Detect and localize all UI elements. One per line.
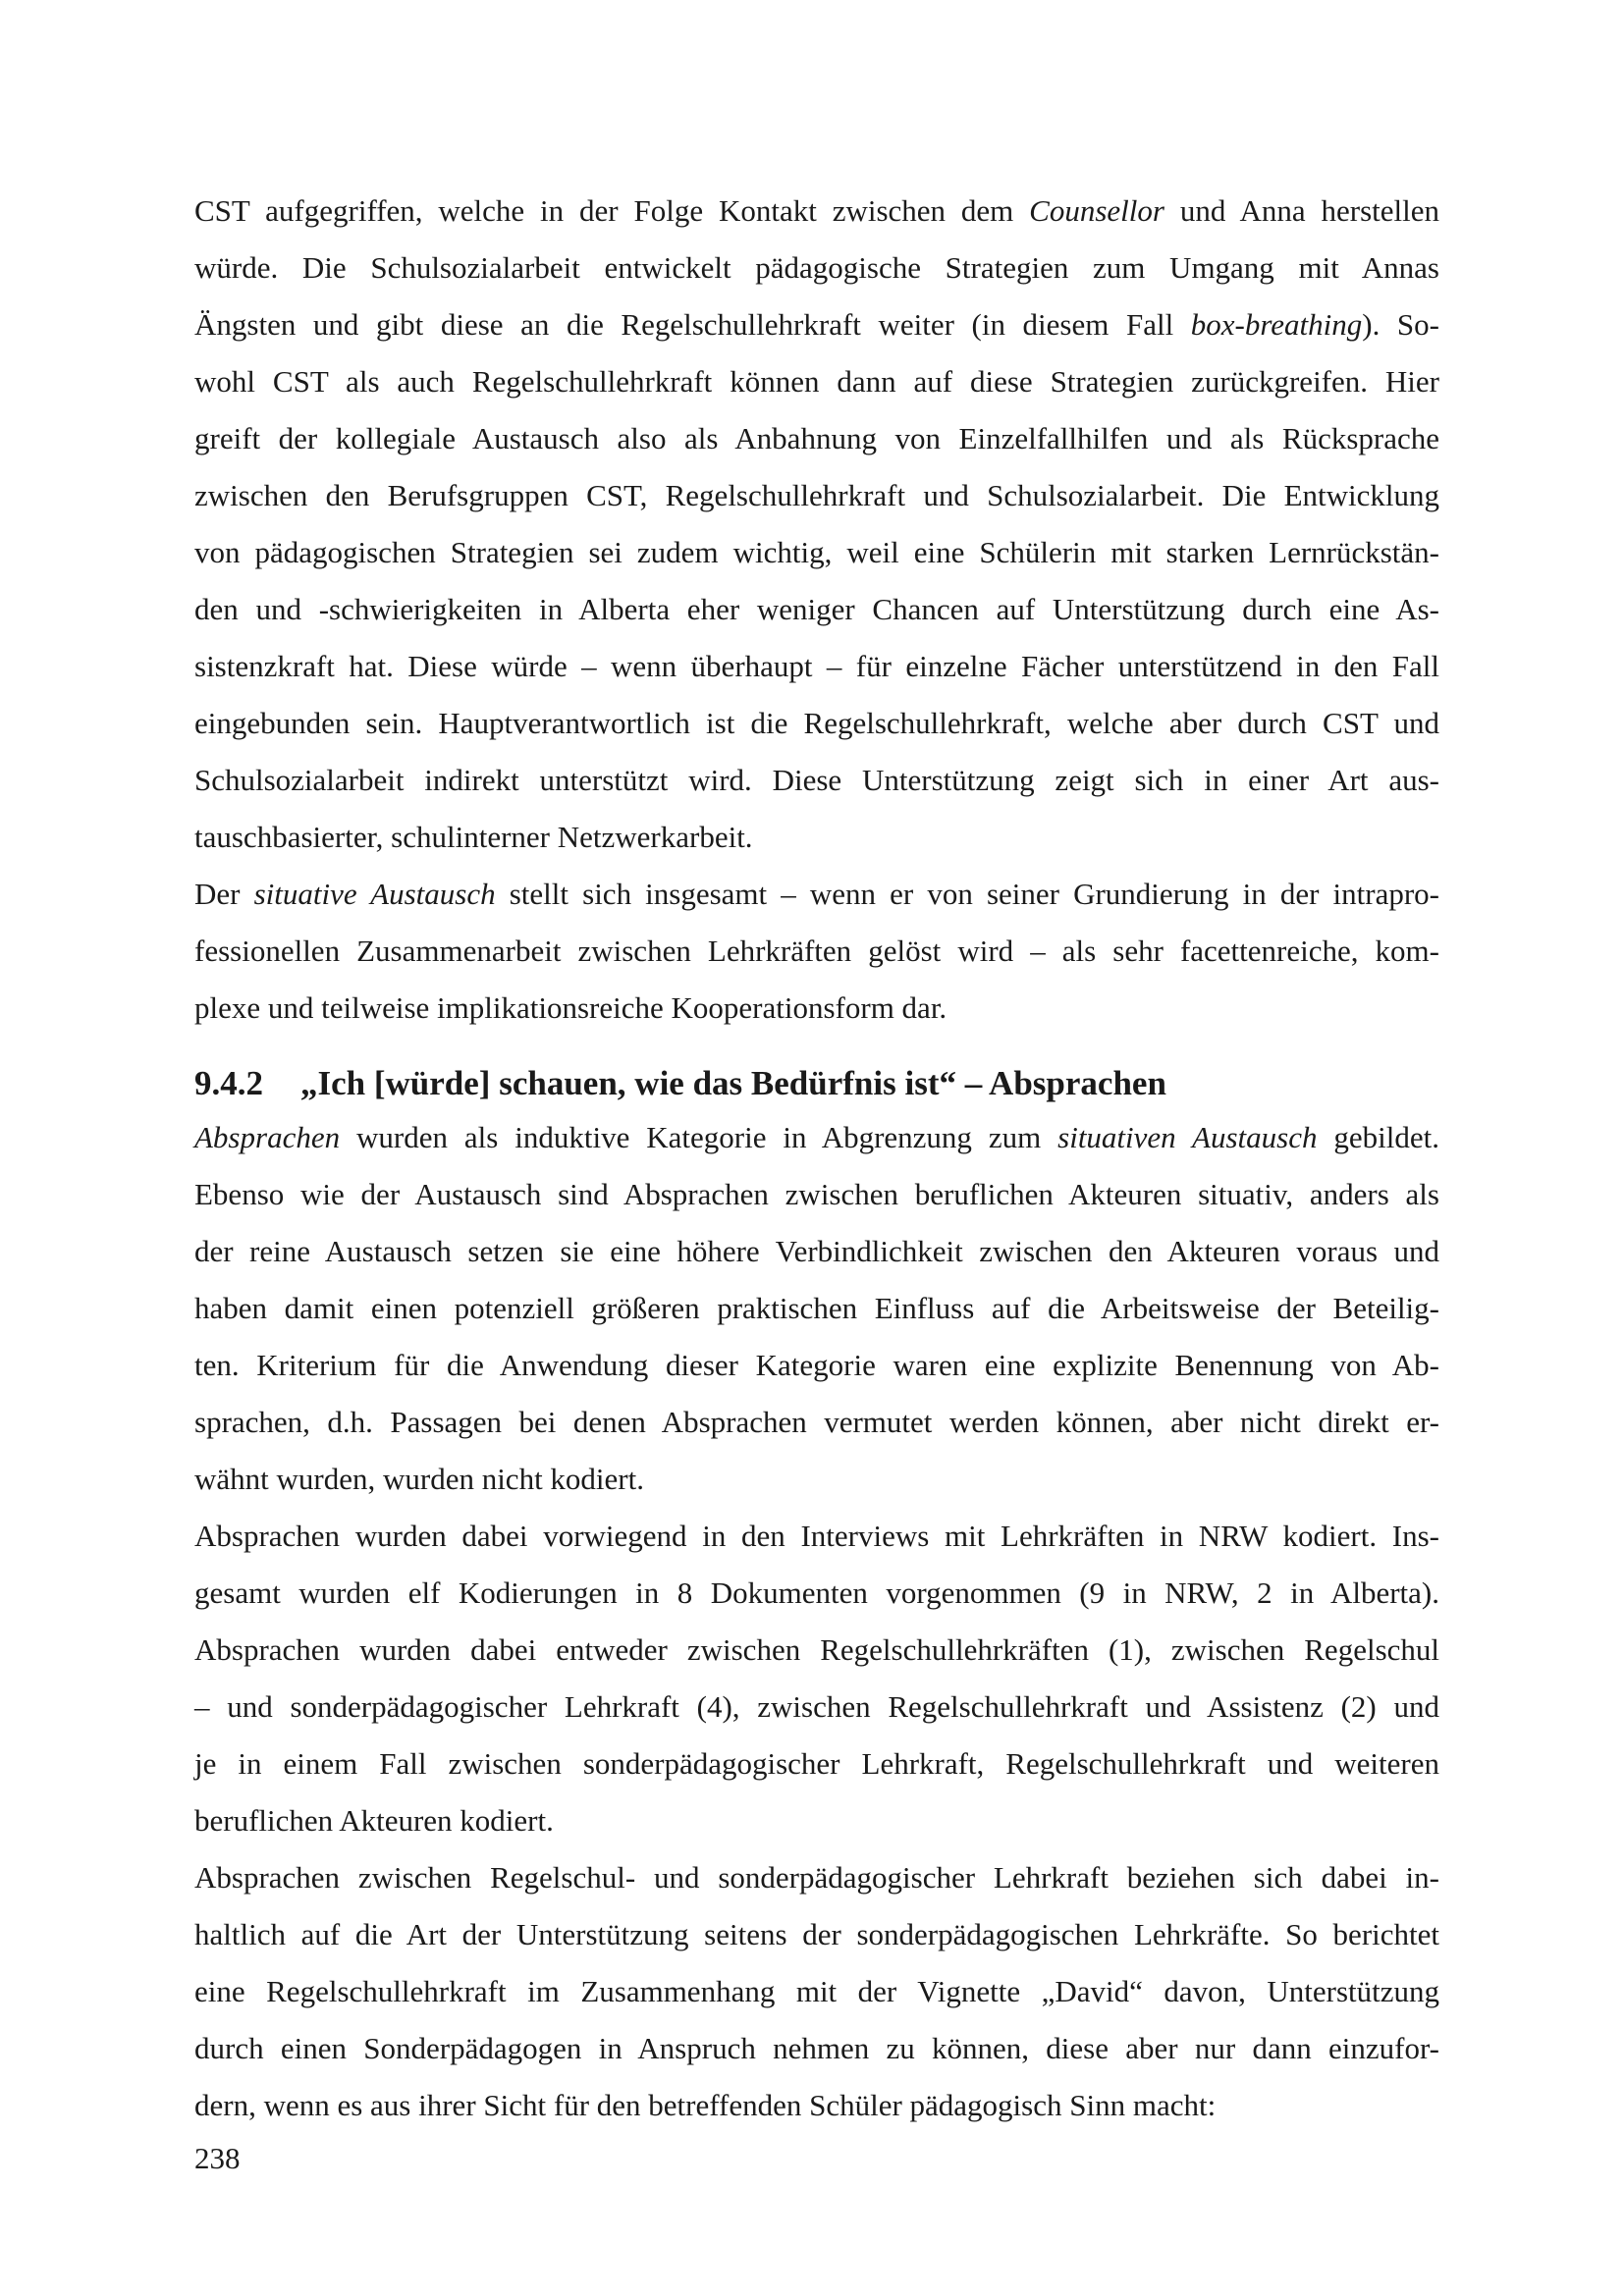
text-line: fessionellen Zusammenarbeit zwischen Lehrkräften gelöst wird – als sehr facettenreiche, kom- (194, 934, 1439, 968)
text-line: tauschbasierter, schulinterner Netzwerkarbeit. (194, 820, 753, 854)
text-line: haltlich auf die Art der Unterstützung seitens der sonderpädagogischen Lehrkräfte. So berichtet (194, 1917, 1439, 1951)
text-line: zwischen den Berufsgruppen CST, Regelschullehrkraft und Schulsozialarbeit. Die Entwicklung (194, 478, 1439, 512)
section-heading (194, 1064, 1439, 1103)
text-line: der reine Austausch setzen sie eine höhere Verbindlichkeit zwischen den Akteuren voraus und (194, 1234, 1439, 1268)
section-title: „Ich [würde] schauen, wie das Bedürfnis ist“ – Absprachen (300, 1064, 1166, 1102)
text-line: ten. Kriterium für die Anwendung dieser Kategorie waren eine explizite Benennung von Ab- (194, 1348, 1439, 1382)
text-line: Ebenso wie der Austausch sind Absprachen zwischen beruflichen Akteuren situativ, anders als (194, 1177, 1439, 1211)
text-line: wohl CST als auch Regelschullehrkraft können dann auf diese Strategien zurückgreifen. Hier (194, 364, 1439, 399)
text-line: Schulsozialarbeit indirekt unterstützt wird. Diese Unterstützung zeigt sich in einer Art aus- (194, 763, 1439, 797)
text-line: CST aufgegriffen, welche in der Folge Kontakt zwischen dem Counsellor und Anna herstellen (194, 193, 1439, 228)
text-line: eingebunden sein. Hauptverantwortlich ist die Regelschullehrkraft, welche aber durch CST und (194, 706, 1439, 740)
text-line: plexe und teilweise implikationsreiche Kooperationsform dar. (194, 990, 947, 1025)
text-line: sistenzkraft hat. Diese würde – wenn überhaupt – für einzelne Fächer unterstützend in den Fall (194, 649, 1439, 683)
text-line: beruflichen Akteuren kodiert. (194, 1803, 554, 1838)
text-line: je in einem Fall zwischen sonderpädagogischer Lehrkraft, Regelschullehrkraft und weiteren (194, 1746, 1439, 1781)
text-line: von pädagogischen Strategien sei zudem wichtig, weil eine Schülerin mit starken Lernrückstän- (194, 535, 1439, 569)
text-line: gesamt wurden elf Kodierungen in 8 Dokumenten vorgenommen (9 in NRW, 2 in Alberta). (194, 1575, 1439, 1610)
text-line: Absprachen wurden dabei entweder zwischen Regelschullehrkräften (1), zwischen Regelschul (194, 1632, 1439, 1667)
text-line: Absprachen zwischen Regelschul- und sonderpädagogischer Lehrkraft beziehen sich dabei in- (194, 1860, 1439, 1895)
section-number: 9.4.2 (194, 1064, 263, 1102)
text-line: dern, wenn es aus ihrer Sicht für den betreffenden Schüler pädagogisch Sinn macht: (194, 2088, 1217, 2122)
text-line: wähnt wurden, wurden nicht kodiert. (194, 1462, 644, 1496)
text-line: Der situative Austausch stellt sich insgesamt – wenn er von seiner Grundierung in der intrapro- (194, 877, 1439, 911)
text-line: würde. Die Schulsozialarbeit entwickelt pädagogische Strategien zum Umgang mit Annas (194, 250, 1439, 285)
text-line: haben damit einen potenziell größeren praktischen Einfluss auf die Arbeitsweise der Beteilig- (194, 1291, 1439, 1325)
text-line: den und -schwierigkeiten in Alberta eher weniger Chancen auf Unterstützung durch eine As- (194, 592, 1439, 626)
text-line: Ängsten und gibt diese an die Regelschullehrkraft weiter (in diesem Fall box-breathing). So- (194, 307, 1439, 342)
text-line: sprachen, d.h. Passagen bei denen Absprachen vermutet werden können, aber nicht direkt er- (194, 1405, 1439, 1439)
text-line: eine Regelschullehrkraft im Zusammenhang mit der Vignette „David“ davon, Unterstützung (194, 1974, 1439, 2008)
text-line: Absprachen wurden dabei vorwiegend in den Interviews mit Lehrkräften in NRW kodiert. Ins- (194, 1519, 1439, 1553)
text-line: durch einen Sonderpädagogen in Anspruch nehmen zu können, diese aber nur dann einzufor- (194, 2031, 1439, 2065)
text-line: Absprachen wurden als induktive Kategorie in Abgrenzung zum situativen Austausch gebildet. (194, 1120, 1439, 1154)
text-line: – und sonderpädagogischer Lehrkraft (4), zwischen Regelschullehrkraft und Assistenz (2) und (194, 1689, 1439, 1724)
text-line: greift der kollegiale Austausch also als Anbahnung von Einzelfallhilfen und als Rücksprache (194, 421, 1439, 455)
page-number: 238 (194, 2141, 241, 2175)
